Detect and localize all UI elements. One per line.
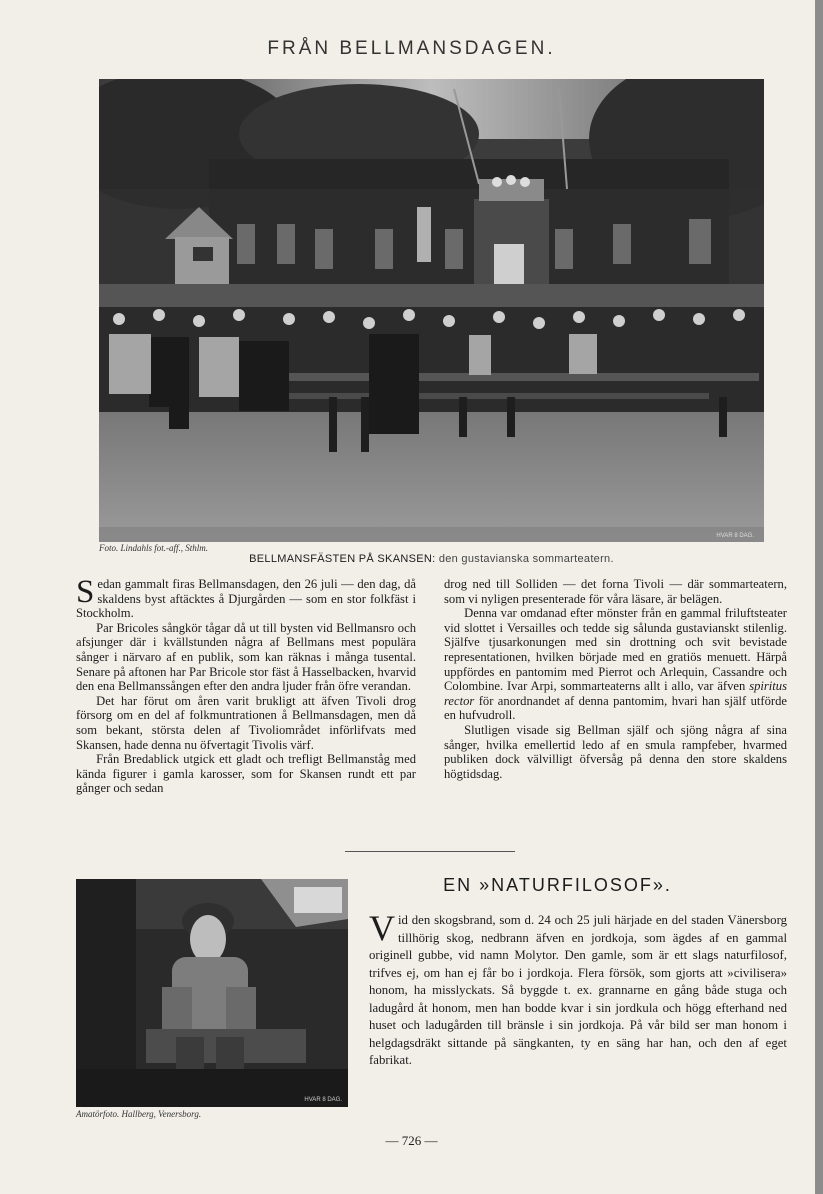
- section-divider: [345, 851, 515, 852]
- article1-para6-tail: för anordnandet af denna pantomim, hvari han själf utförde en hufvudroll.: [444, 693, 788, 723]
- figure-caption-top: [99, 553, 764, 565]
- article1-para1: edan gammalt firas Bellmansdagen, den 26 juli — den dag, då skaldens byst aftäcktes å Djurgården — som en stor folkfäst i Stockholm.: [76, 577, 416, 621]
- engraver-mark-top: HVAR 8 DAG.: [716, 533, 754, 539]
- engraver-mark-bottom: HVAR 8 DAG.: [304, 1097, 342, 1103]
- article-bellman-column-left: [76, 574, 416, 796]
- photo-credit-top: Foto. Lindahls fot.-aff., Sthlm.: [99, 543, 209, 553]
- article1-para6-text: Denna var omdanad efter mönster från en gammal friluftsteater vid slottet i Versailles och tedde sig sålunda gustavianskt stilenlig. Själfve tjusarkonungen med sin drottning och svit bevistade representationen, hvilken började med en gratiös menuett. Härpå uppfördes en pantomim med Pierrot och Arlequin, Cassandre och Colombine. Ivar Arpi, sommarteaterns allt i allo, var äfven: [444, 606, 787, 694]
- article1-para2: Par Bricoles sångkör tågar då ut till bysten vid Bellmansro och afsjunger där i kvällstunden några af Bellmans mest populära sånger i närvaro af en publik, som kan räknas i många tusental. Senare på aftonen har Par Bricole stor fäst å Hasselbacken, hvarvid den ena Bellmanssången efter den andra ljuder från öfre verandan.: [76, 620, 416, 694]
- article1-para3: Det har förut om åren varit brukligt att äfven Tivoli drog försorg om en del af folkmuntrationen å Bellmansdagen, men då som bekant, största delen af Tivoliområdet införlifvats med Skansen, hade denna nu öfvertagit Tivolis värf.: [76, 693, 416, 752]
- article-naturfilosof-text: [369, 908, 787, 1070]
- page-number: — 726 —: [385, 1133, 438, 1148]
- photo-credit-bottom: Amatörfoto. Hallberg, Venersborg.: [76, 1109, 202, 1119]
- photo-naturfilosof: [76, 879, 348, 1107]
- article2-heading: EN »NATURFILOSOF».: [443, 875, 672, 895]
- article2-body: id den skogsbrand, som d. 24 och 25 juli härjade en del staden Vänersborg tillhörig skog, nedbrann äfven en jordkoja, som ägdes af en gammal originell gubbe, vid namn Molytor. Den gamle, som är ett slags naturfilosof, trifves ej, om han ej får bo i jordkoja. Flera försök, som gjorts att »civilisera» honom, ha misslyckats. Så byggde t. ex. grannarne en gång både stuga och ladugård åt honom, men han bodde kvar i sin jordkula och högg efterhand ned huset och ladugården till bränsle i sin jordkoja. På vår bild ser man honom i helgdagsdräkt sittande på sängkanten, ty en säng har han, och den af eget fabrikat.: [369, 913, 787, 1067]
- running-title: FRÅN BELLMANSDAGEN.: [267, 38, 556, 59]
- article-bellman-column-right: [444, 577, 787, 781]
- article1-para7: Slutligen visade sig Bellman själf och sjöng några af sina sånger, hvilka emellertid ledo af en smula rampfeber, hvarmed publiken dock välvilligt öfversåg på denna den store skaldens högtidsdag.: [444, 722, 787, 781]
- article1-para6-italic: spiritus rector: [444, 679, 787, 708]
- article1-para4: Från Bredablick utgick ett gladt och trefligt Bellmanståg med kända figurer i gamla karosser, som for Skansen rundt ett par gånger och sedan: [76, 752, 416, 796]
- article1-para6: [444, 606, 787, 723]
- photo-bellman-festival: [99, 79, 764, 542]
- caption-rest: den gustavianska sommarteatern.: [438, 553, 614, 565]
- dropcap-s: S: [76, 574, 95, 610]
- article1-para5: drog ned till Solliden — det forna Tivoli — där sommarteatern, som vi nyligen presenterade för våra läsare, är belägen.: [444, 577, 787, 606]
- dropcap-v: V: [369, 908, 395, 948]
- page-edge-shadow: [815, 0, 823, 1194]
- caption-lead: BELLMANSFÄSTEN PÅ SKANSEN:: [249, 553, 436, 565]
